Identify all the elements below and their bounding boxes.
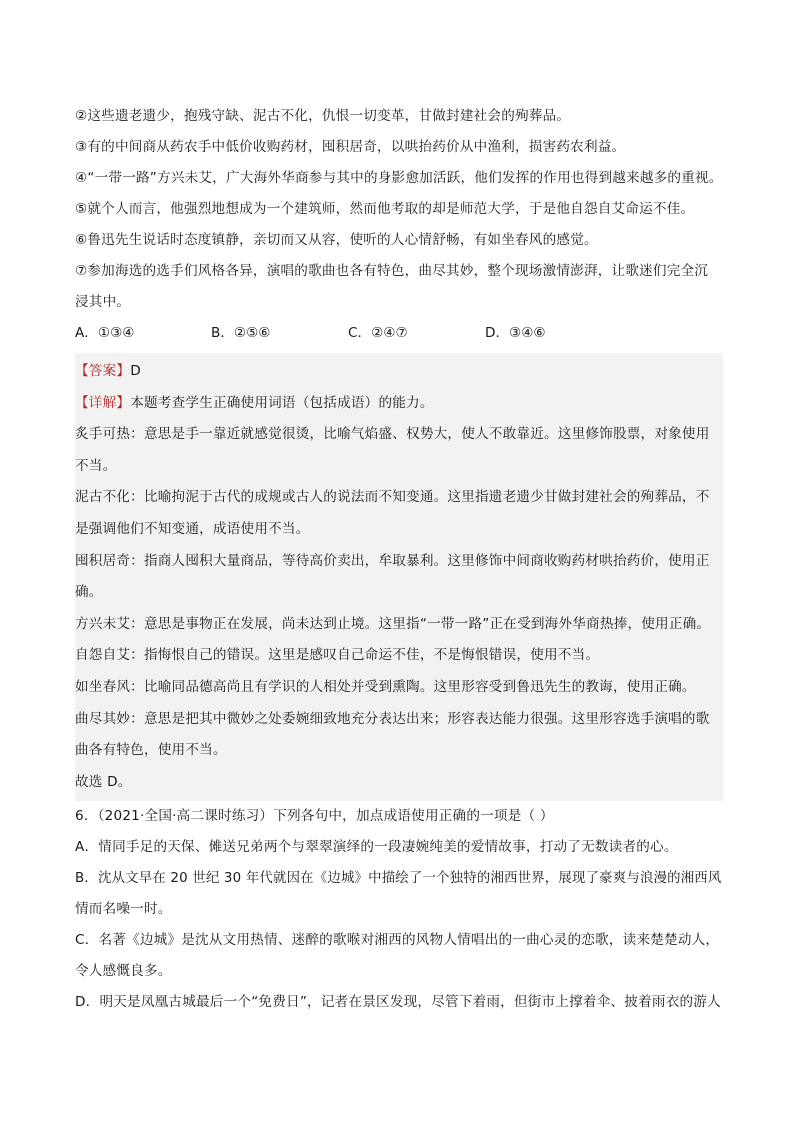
item-line: 浸其中。 — [75, 294, 131, 310]
item-line: ④“一带一路”方兴未艾，广大海外华商参与其中的身影愈加活跃，他们发挥的作用也得到越来越多的重视。 — [75, 170, 723, 186]
answer-section — [75, 353, 723, 801]
explanation-line: 囤积居奇：指商人囤积大量商品，等待高价卖出，牟取暴利。这里修饰中间商收购药材哄抬药价，使用正 — [75, 552, 710, 569]
question-option-line: C．名著《边城》是沈从文用热情、迷醉的歌喉对湘西的风物人情唱出的一曲心灵的恋歌，读来楚楚动人， — [75, 932, 720, 949]
explanation-line: 方兴未艾：意思是事物正在发展，尚未达到止境。这里指“一带一路”正在受到海外华商热捧，使用正确。 — [75, 615, 711, 632]
question-option-line: B．沈从文早在 20 世纪 30 年代就因在《边城》中描绘了一个独特的湘西世界，展现了豪爽与浪漫的湘西风 — [75, 871, 722, 887]
explanation-conclusion: 故选 D。 — [75, 773, 132, 790]
explanation-line: 如坐春风：比喻同品德高尚且有学识的人相处并受到熏陶。这里形容受到鲁迅先生的教诲，使用正确。 — [75, 678, 696, 695]
detail-tag: 【详解】 — [75, 394, 131, 411]
item-line: ⑦参加海选的选手们风格各异，演唱的歌曲也各有特色，曲尽其妙，整个现场激情澎湃，让歌迷们完全沉 — [75, 263, 709, 279]
question-6 — [75, 801, 723, 1018]
question-stem: 6．（2021·全国·高二课时练习）下列各句中，加点成语使用正确的一项是（ ） — [75, 808, 554, 825]
explanation-line: 曲各有特色，使用不当。 — [75, 742, 227, 759]
answer-value: D — [130, 363, 141, 379]
option-b: B．②⑤⑥ — [211, 325, 271, 341]
answer-options — [75, 318, 723, 349]
item-line: ②这些遗老遗少，抱残守缺、泥古不化，仇恨一切变革，甘做封建社会的殉葬品。 — [75, 108, 571, 124]
question-option-line: A．情同手足的天保、傩送兄弟两个与翠翠演绎的一段凄婉纯美的爱情故事，打动了无数读者的心。 — [75, 839, 678, 856]
explanation-line: 是强调他们不知变通，成语使用不当。 — [75, 520, 310, 537]
explanation-line: 泥古不化：比喻拘泥于古代的成规或古人的说法而不知变通。这里指遗老遗少甘做封建社会的殉葬品，不 — [75, 489, 710, 506]
explanation-line: 自怨自艾：指悔恨自己的错误。这里是感叹自己命运不佳，不是悔恨错误，使用不当。 — [75, 647, 600, 664]
question-option-line: D．明天是凤凰古城最后一个“免费日”，记者在景区发现，尽管下着雨，但街市上撑着伞、披着雨衣的游人 — [75, 994, 721, 1011]
detail-intro-line — [75, 388, 723, 420]
answer-line — [75, 356, 723, 388]
question-option-line: 情而名噪一时。 — [75, 901, 172, 918]
item-line: ⑥鲁迅先生说话时态度镇静，亲切而又从容，使听的人心情舒畅，有如坐春风的感觉。 — [75, 232, 598, 248]
detail-intro: 本题考查学生正确使用词语（包括成语）的能力。 — [130, 394, 434, 411]
explanation-line: 曲尽其妙：意思是把其中微妙之处委婉细致地充分表达出来；形容表达能力很强。这里形容选手演唱的歌 — [75, 710, 710, 727]
option-c: C．②④⑦ — [348, 325, 408, 341]
explanation-line: 不当。 — [75, 457, 117, 474]
option-a: A．①③④ — [75, 325, 135, 341]
explanation-line: 确。 — [75, 584, 103, 601]
explanation-line: 炙手可热：意思是手一靠近就感觉很烫，比喻气焰盛、权势大，使人不敢靠近。这里修饰股票，对象使用 — [75, 426, 710, 443]
document-content — [75, 101, 723, 1018]
answer-tag: 【答案】 — [75, 363, 131, 379]
question-option-line: 令人感慨良多。 — [75, 963, 172, 980]
item-line: ⑤就个人而言，他强烈地想成为一个建筑师，然而他考取的却是师范大学，于是他自怨自艾命运不佳。 — [75, 201, 695, 217]
option-d: D．③④⑥ — [485, 325, 546, 341]
item-line: ③有的中间商从药农手中低价收购药材，囤积居奇，以哄抬药价从中渔利，损害药农利益。 — [75, 139, 626, 155]
